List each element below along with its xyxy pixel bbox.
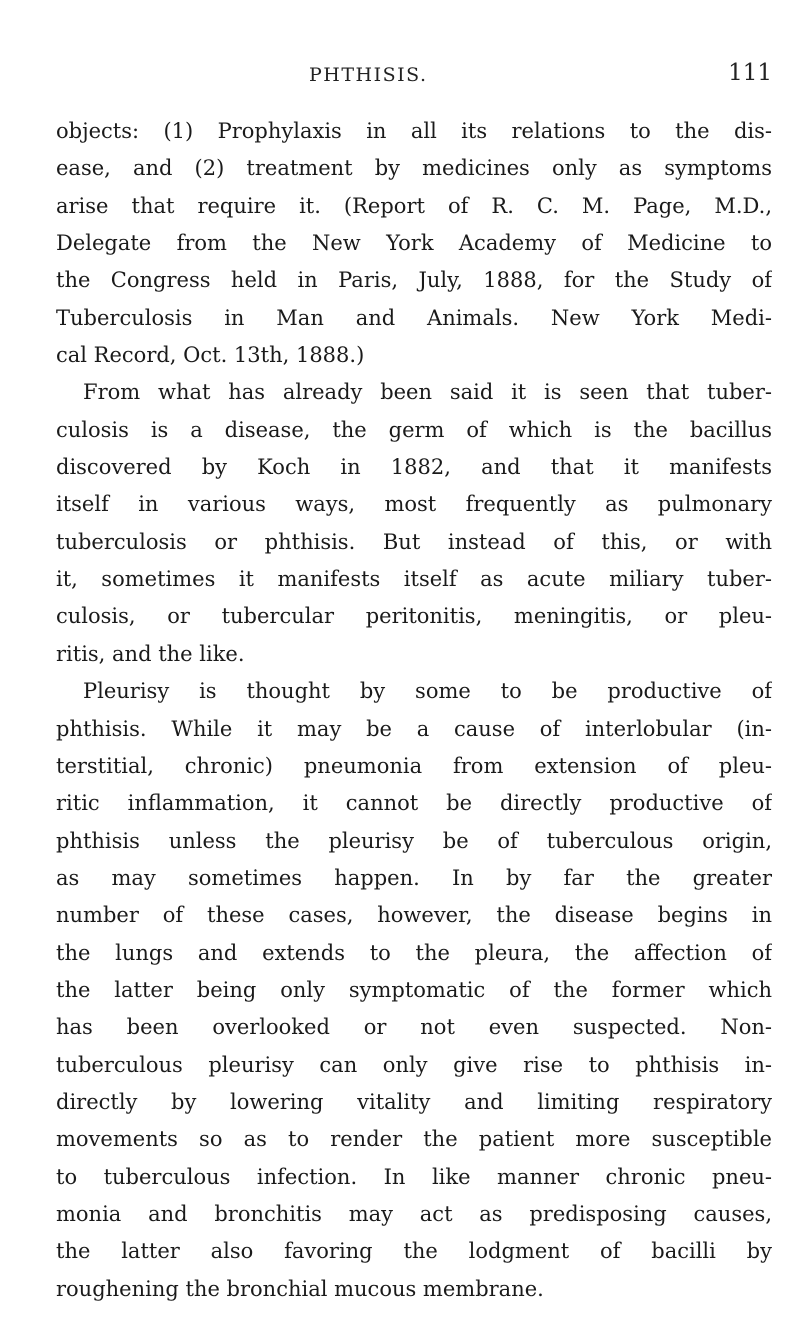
body-text: [56, 113, 772, 1308]
text-line: terstitial, chronic) pneumonia from extension of pleu-: [56, 753, 772, 778]
text-line: Delegate from the New York Academy of Medicine to: [56, 231, 772, 256]
text-line: itself in various ways, most frequently as pulmonary: [56, 492, 772, 517]
text-line: tuberculous pleurisy can only give rise to phthisis in-: [56, 1052, 772, 1077]
text-line: directly by lowering vitality and limiting respiratory: [56, 1089, 772, 1114]
text-line: the latter also favoring the lodgment of bacilli by: [56, 1239, 772, 1264]
text-line: objects: (1) Prophylaxis in all its relations to the dis-: [56, 119, 772, 143]
text-line: ease, and (2) treatment by medicines only as symptoms: [56, 156, 772, 181]
text-line: arise that require it. (Report of R. C. M. Page, M.D.,: [56, 193, 772, 218]
running-title: PHTHISIS.: [309, 64, 428, 86]
text-line: as may sometimes happen. In by far the greater: [56, 865, 772, 890]
text-line: the latter being only symptomatic of the former which: [56, 977, 772, 1002]
text-line: to tuberculous infection. In like manner chronic pneu-: [56, 1164, 772, 1189]
text-line: ritis, and the like.: [56, 641, 245, 666]
running-head: [56, 60, 786, 94]
page-number: 111: [728, 60, 772, 86]
paragraph: [56, 673, 772, 1308]
text-line: culosis is a disease, the germ of which is the bacillus: [56, 417, 772, 442]
text-line: number of these cases, however, the disease begins in: [56, 903, 772, 928]
paragraph: [56, 374, 772, 673]
text-line: culosis, or tubercular peritonitis, meningitis, or pleu-: [56, 604, 772, 629]
text-line: it, sometimes it manifests itself as acute miliary tuber-: [56, 567, 772, 592]
text-line: Pleurisy is thought by some to be productive of: [83, 679, 772, 704]
text-line: the lungs and extends to the pleura, the affection of: [56, 940, 772, 965]
text-line: movements so as to render the patient more susceptible: [56, 1127, 772, 1152]
text-line: has been overlooked or not even suspected. Non-: [56, 1015, 772, 1040]
text-line: the Congress held in Paris, July, 1888, for the Study of: [56, 268, 772, 293]
text-line: discovered by Koch in 1882, and that it manifests: [56, 455, 772, 480]
text-line: monia and bronchitis may act as predisposing causes,: [56, 1201, 772, 1226]
text-line: ritic inflammation, it cannot be directly productive of: [56, 791, 772, 816]
text-line: Tuberculosis in Man and Animals. New York Medi-: [56, 305, 772, 330]
text-line: phthisis. While it may be a cause of interlobular (in-: [56, 716, 772, 741]
text-line: tuberculosis or phthisis. But instead of this, or with: [56, 529, 772, 554]
text-line: roughening the bronchial mucous membrane.: [56, 1276, 544, 1301]
text-line: From what has already been said it is seen that tuber-: [83, 380, 772, 405]
paragraph: [56, 113, 772, 374]
text-line: cal Record, Oct. 13th, 1888.): [56, 343, 365, 368]
text-line: phthisis unless the pleurisy be of tuberculous origin,: [56, 828, 772, 853]
